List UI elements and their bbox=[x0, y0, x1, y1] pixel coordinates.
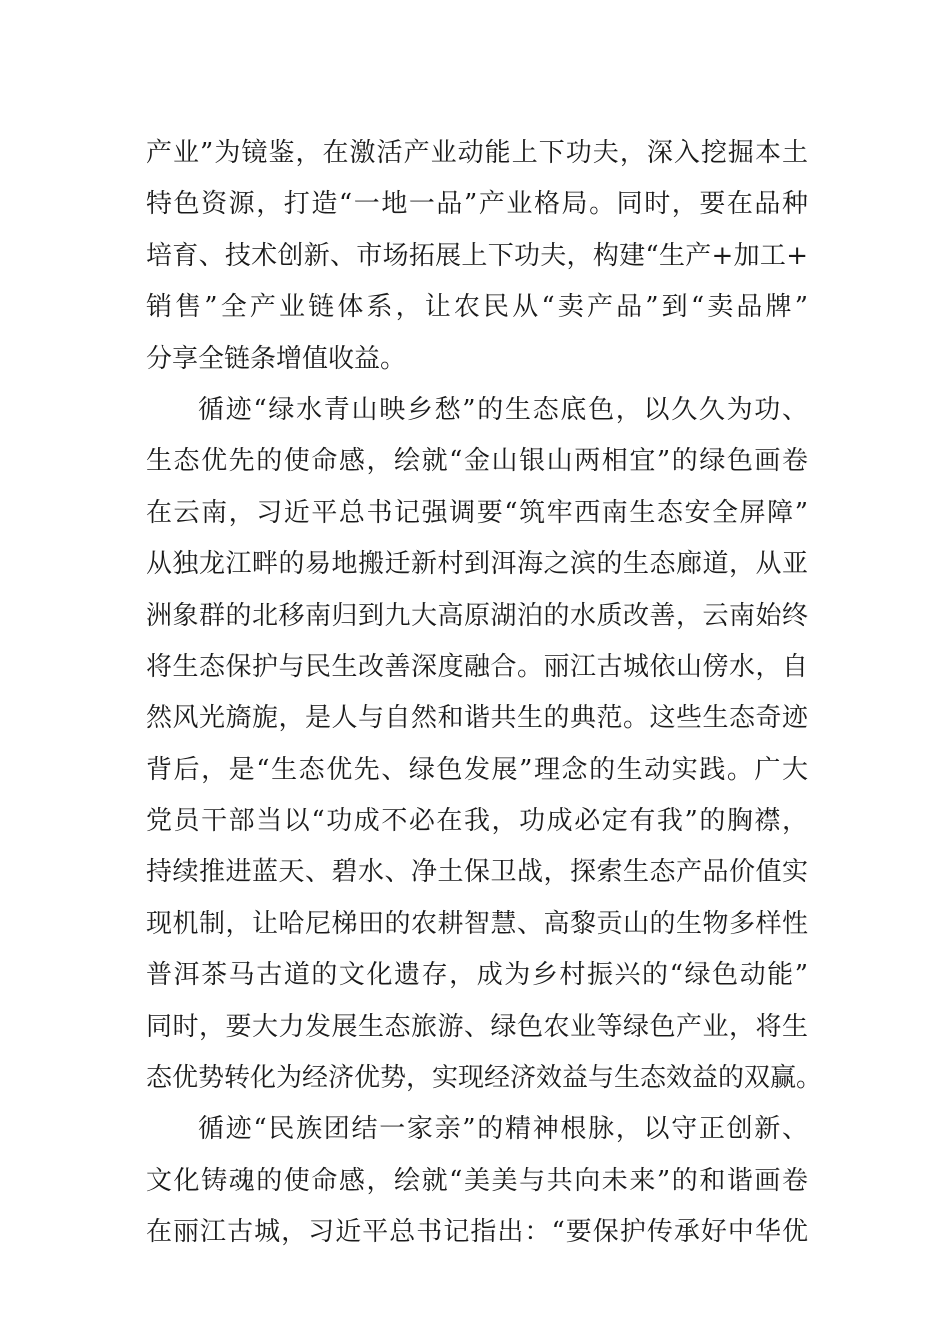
text-line: 培育、技术创新、市场拓展上下功夫，构建“生产+加工+ bbox=[146, 240, 808, 271]
text-line: 党员干部当以“功成不必在我，功成必定有我”的胸襟， bbox=[146, 806, 808, 837]
document-body bbox=[146, 128, 823, 1259]
text-line: 销售”全产业链体系，让农民从“卖产品”到“卖品牌” bbox=[146, 292, 808, 323]
text-line: 生态优先的使命感，绘就“金山银山两相宜”的绿色画卷 bbox=[146, 446, 808, 477]
text-line: 同时，要大力发展生态旅游、绿色农业等绿色产业，将生 bbox=[146, 1011, 808, 1042]
text-line: 产业”为镜鉴，在激活产业动能上下功夫，深入挖掘本土 bbox=[146, 138, 808, 168]
paragraph-start-line: 循迹“民族团结一家亲”的精神根脉，以守正创新、 bbox=[198, 1114, 808, 1145]
text-line: 分享全链条增值收益。 bbox=[146, 343, 407, 374]
text-line: 洲象群的北移南归到九大高原湖泊的水质改善，云南始终 bbox=[146, 600, 808, 631]
text-line: 在云南，习近平总书记强调要“筑牢西南生态安全屏障” bbox=[146, 497, 808, 528]
text-line: 将生态保护与民生改善深度融合。丽江古城依山傍水，自 bbox=[146, 651, 808, 682]
text-line: 持续推进蓝天、碧水、净土保卫战，探索生态产品价值实 bbox=[146, 857, 808, 888]
text-line: 现机制，让哈尼梯田的农耕智慧、高黎贡山的生物多样性 bbox=[146, 908, 808, 939]
text-line: 普洱茶马古道的文化遗存，成为乡村振兴的“绿色动能” bbox=[146, 960, 808, 991]
text-line: 然风光旖旎，是人与自然和谐共生的典范。这些生态奇迹 bbox=[146, 703, 808, 734]
text-line: 特色资源，打造“一地一品”产业格局。同时，要在品种 bbox=[146, 189, 808, 220]
text-line: 从独龙江畔的易地搬迁新村到洱海之滨的生态廊道，从亚 bbox=[146, 549, 808, 580]
text-line: 背后，是“生态优先、绿色发展”理念的生动实践。广大 bbox=[146, 754, 808, 785]
text-line: 态优势转化为经济优势，实现经济效益与生态效益的双赢。 bbox=[146, 1063, 823, 1094]
text-line: 文化铸魂的使命感，绘就“美美与共向未来”的和谐画卷 bbox=[146, 1165, 808, 1196]
paragraph-start-line: 循迹“绿水青山映乡愁”的生态底色，以久久为功、 bbox=[198, 394, 808, 425]
text-line: 在丽江古城，习近平总书记指出：“要保护传承好中华优 bbox=[146, 1217, 808, 1248]
